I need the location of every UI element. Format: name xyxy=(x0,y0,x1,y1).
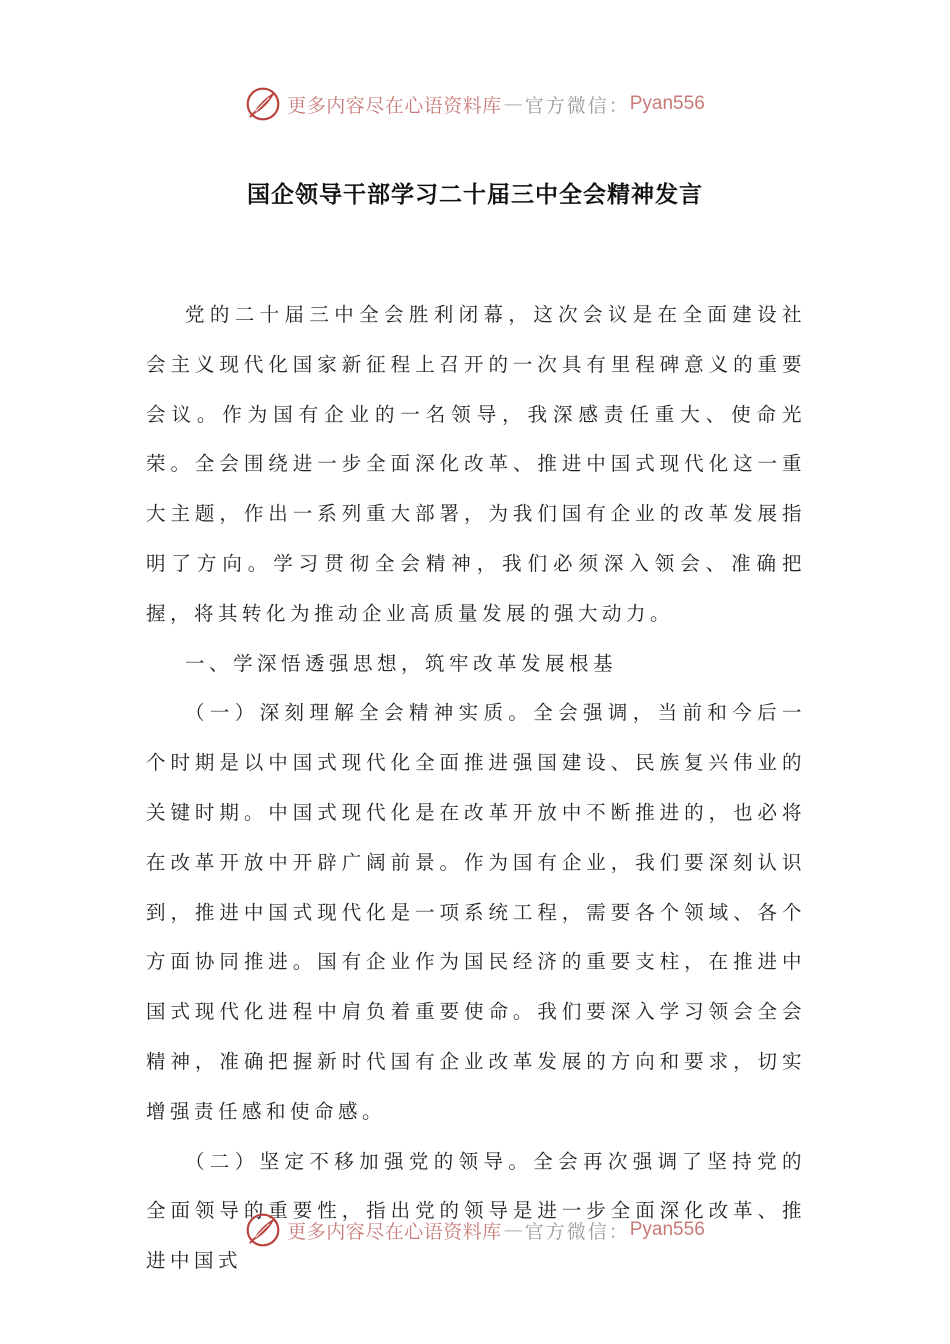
watermark-dash: — xyxy=(503,1219,523,1241)
watermark-contact-id: Pyan556 xyxy=(629,93,705,114)
section-heading-1: 一、学深悟透强思想，筑牢改革发展根基 xyxy=(185,651,618,675)
paragraph-subsection-2: （二）坚定不移加强党的领导。全会再次强调了坚持党的全面领导的重要性，指出党的领导是进一步全面深化改革、推进中国式 xyxy=(146,1149,806,1273)
feather-pen-icon xyxy=(245,1212,281,1248)
watermark-contact-label: 官方微信： xyxy=(524,94,630,117)
watermark-contact-label: 官方微信： xyxy=(524,1220,630,1243)
watermark-dash: — xyxy=(503,93,523,115)
paragraph-intro: 党的二十届三中全会胜利闭幕，这次会议是在全面建设社会主义现代化国家新征程上召开的一次具有里程碑意义的重要会议。作为国有企业的一名领导，我深感责任重大、使命光荣。全会围绕进一步全面深化改革、推进中国式现代化这一重大主题，作出一系列重大部署，为我们国有企业的改革发展指明了方向。学习贯彻全会精神，我们必须深入领会、准确把握，将其转化为推动企业高质量发展的强大动力。 xyxy=(146,303,806,625)
watermark-text: 更多内容尽在心语资料库 xyxy=(287,1220,502,1243)
watermark-contact-id: Pyan556 xyxy=(629,1219,705,1240)
paragraph-subsection-1: （一）深刻理解全会精神实质。全会强调，当前和今后一个时期是以中国式现代化全面推进强国建设、民族复兴伟业的关键时期。中国式现代化是在改革开放中不断推进的，也必将在改革开放中开辟广阔前景。作为国有企业，我们要深刻认识到，推进中国式现代化是一项系统工程，需要各个领域、各个方面协同推进。国有企业作为国民经济的重要支柱，在推进中国式现代化进程中肩负着重要使命。我们要深入学习领会全会精神，准确把握新时代国有企业改革发展的方向和要求，切实增强责任感和使命感。 xyxy=(146,701,806,1123)
watermark-banner-bottom xyxy=(0,1210,950,1250)
document-body xyxy=(146,290,806,1286)
watermark-text: 更多内容尽在心语资料库 xyxy=(287,94,502,117)
watermark-banner-top xyxy=(0,84,950,124)
feather-pen-icon xyxy=(245,86,281,122)
document-title: 国企领导干部学习二十届三中全会精神发言 xyxy=(247,182,703,208)
